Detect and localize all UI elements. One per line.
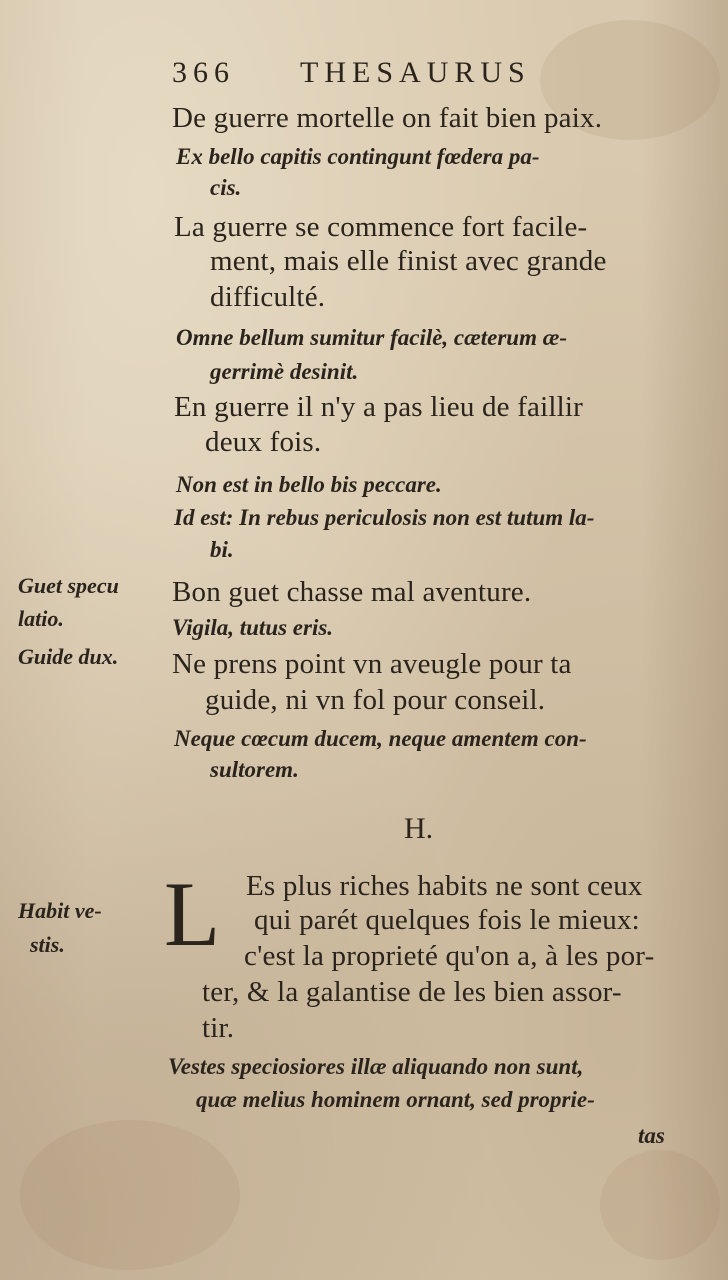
text-line: deux fois. [205, 426, 322, 458]
text-line: c'est la proprieté qu'on a, à les por- [244, 940, 655, 972]
latin-line: Ex bello capitis contingunt fœdera pa- [176, 144, 540, 169]
margin-note: Guide dux. [18, 644, 119, 669]
text-line: ment, mais elle finist avec grande [210, 245, 607, 277]
text-line: guide, ni vn fol pour conseil. [205, 684, 546, 716]
running-title: THESAURUS [300, 56, 531, 89]
margin-note: Habit ve- [18, 898, 102, 923]
paper-stain [20, 1120, 240, 1270]
latin-line: Omne bellum sumitur facilè, cæterum æ- [176, 325, 567, 350]
text-line: Es plus riches habits ne sont ceux [246, 870, 643, 902]
margin-note: stis. [30, 932, 65, 957]
text-line: tir. [202, 1012, 235, 1044]
text-line: Ne prens point vn aveugle pour ta [172, 648, 572, 680]
text-line: De guerre mortelle on fait bien paix. [172, 102, 603, 134]
text-line: ter, & la galantise de les bien assor- [202, 976, 622, 1008]
section-heading: H. [404, 812, 434, 845]
latin-line: Neque cœcum ducem, neque amentem con- [174, 726, 587, 751]
latin-line: Non est in bello bis peccare. [176, 472, 442, 497]
page-number: 366 [172, 56, 235, 89]
text-line: qui parét quelques fois le mieux: [254, 904, 640, 936]
text-line: La guerre se commence fort facile- [174, 211, 588, 243]
latin-line: quæ melius hominem ornant, sed proprie- [196, 1087, 595, 1112]
latin-line: Id est: In rebus periculosis non est tutum la- [174, 505, 595, 530]
text-line: Bon guet chasse mal aventure. [172, 576, 532, 608]
latin-line: Vigila, tutus eris. [172, 615, 334, 640]
latin-line: gerrimè desinit. [210, 359, 359, 384]
margin-note: Guet specu [18, 573, 119, 598]
drop-cap: L [164, 863, 221, 965]
text-line: En guerre il n'y a pas lieu de faillir [174, 391, 584, 423]
latin-line: Vestes speciosiores illæ aliquando non sunt, [168, 1054, 584, 1079]
paper-stain [600, 1150, 720, 1260]
latin-line: bi. [210, 537, 234, 562]
latin-line: cis. [210, 175, 242, 200]
latin-line: sultorem. [210, 757, 299, 782]
margin-note: latio. [18, 606, 64, 631]
latin-line: tas [638, 1123, 665, 1148]
text-line: difficulté. [210, 281, 326, 313]
